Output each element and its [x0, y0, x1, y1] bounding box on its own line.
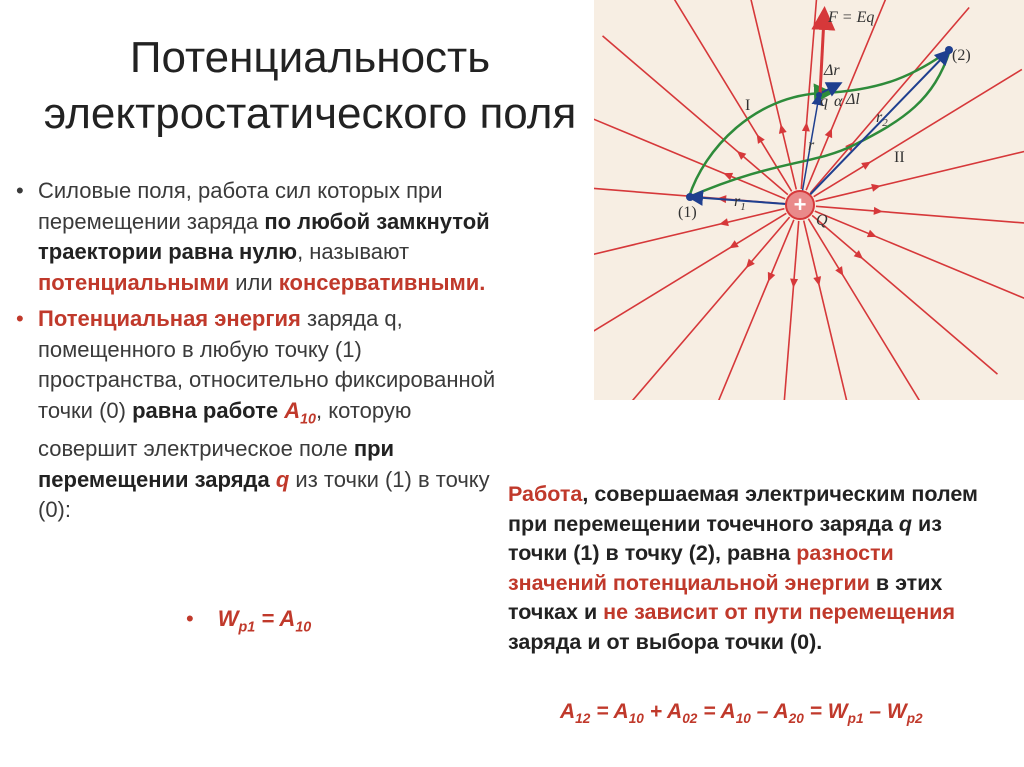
label-path-I: I — [745, 97, 751, 114]
plus-sign: + — [793, 192, 807, 217]
label-r1: $r_1$ — [734, 193, 746, 213]
right-text-1: Работа — [508, 482, 583, 506]
bullet1-text-5: или — [229, 269, 279, 295]
bullet-list — [8, 176, 508, 532]
bullet2-text-4: , которую совершит электрическое поле — [38, 397, 412, 462]
bullet1-text-3: , называют — [297, 239, 410, 264]
bullet1-text-2: по любой замкнутой траектории равна нулю — [38, 208, 490, 264]
bullet-dot-icon: • — [16, 306, 24, 331]
label-q: q — [820, 93, 828, 110]
bullet1-text-1: Силовые поля, работа сил которых при перемещении заряда — [38, 178, 443, 234]
work-explanation — [508, 480, 998, 657]
formula-wp1: • $W_{p1} = A_{10}$ — [186, 606, 312, 636]
bullet2-text-1: Потенциальная энергия — [38, 306, 301, 331]
bullet-item-potential-fields — [8, 176, 508, 298]
label-dl: Δl — [846, 91, 860, 108]
right-text-7: не зависит от пути перемещения — [603, 600, 956, 624]
right-text-2: , совершаемая электрическим полем при перемещении точечного заряда — [508, 482, 978, 536]
right-text-8: заряда и от выбора точки (0). — [508, 629, 823, 654]
point-1-dot — [686, 193, 694, 201]
bullet2-text-7: из точки (1) в точку (0): — [38, 466, 490, 523]
right-text-4: из точки (1) в точку (2), равна — [508, 511, 942, 565]
bullet-dot-icon: • — [186, 606, 194, 631]
slide-title — [20, 30, 600, 142]
label-point-2: (2) — [952, 47, 971, 64]
bullet2-text-6: q — [275, 466, 290, 492]
label-point-1: (1) — [678, 204, 697, 221]
bullet1-text-4: потенциальными — [38, 269, 230, 295]
bullet-dot-icon: • — [16, 178, 24, 203]
label-alpha: α — [834, 93, 843, 110]
label-dr: Δr — [824, 62, 840, 79]
bullet-item-potential-energy — [8, 304, 508, 526]
label-force: F = Eq — [828, 9, 875, 26]
bullet2-text-2: заряда q, помещенного в любую точку (1) пространства, относительно фиксированной точки (0) — [38, 306, 496, 423]
title-line-1: Потенциальность — [129, 33, 491, 82]
right-text-3: q — [898, 511, 913, 536]
field-diagram — [594, 0, 1024, 400]
label-r: r — [808, 137, 815, 154]
bullet2-a10: $A_{10}$ — [284, 397, 316, 427]
label-path-II: II — [894, 149, 905, 166]
bullet1-text-6: консервативными. — [278, 269, 486, 295]
bullet2-text-5: при перемещении заряда — [38, 436, 395, 492]
label-r2: $r_2$ — [876, 109, 888, 129]
bullet2-text-3: равна работе — [132, 397, 279, 423]
right-text-5: разности значений потенциальной энергии — [508, 541, 894, 595]
label-Q: Q — [816, 212, 828, 229]
formula-work-difference: $A_{12} = A_{10} + A_{02} = A_{10} - A_{20} = W_{p1} - W_{p2}$ — [560, 700, 923, 727]
right-text-6: в этих точках и — [508, 570, 943, 624]
title-line-2: электростатического поля — [43, 89, 577, 138]
